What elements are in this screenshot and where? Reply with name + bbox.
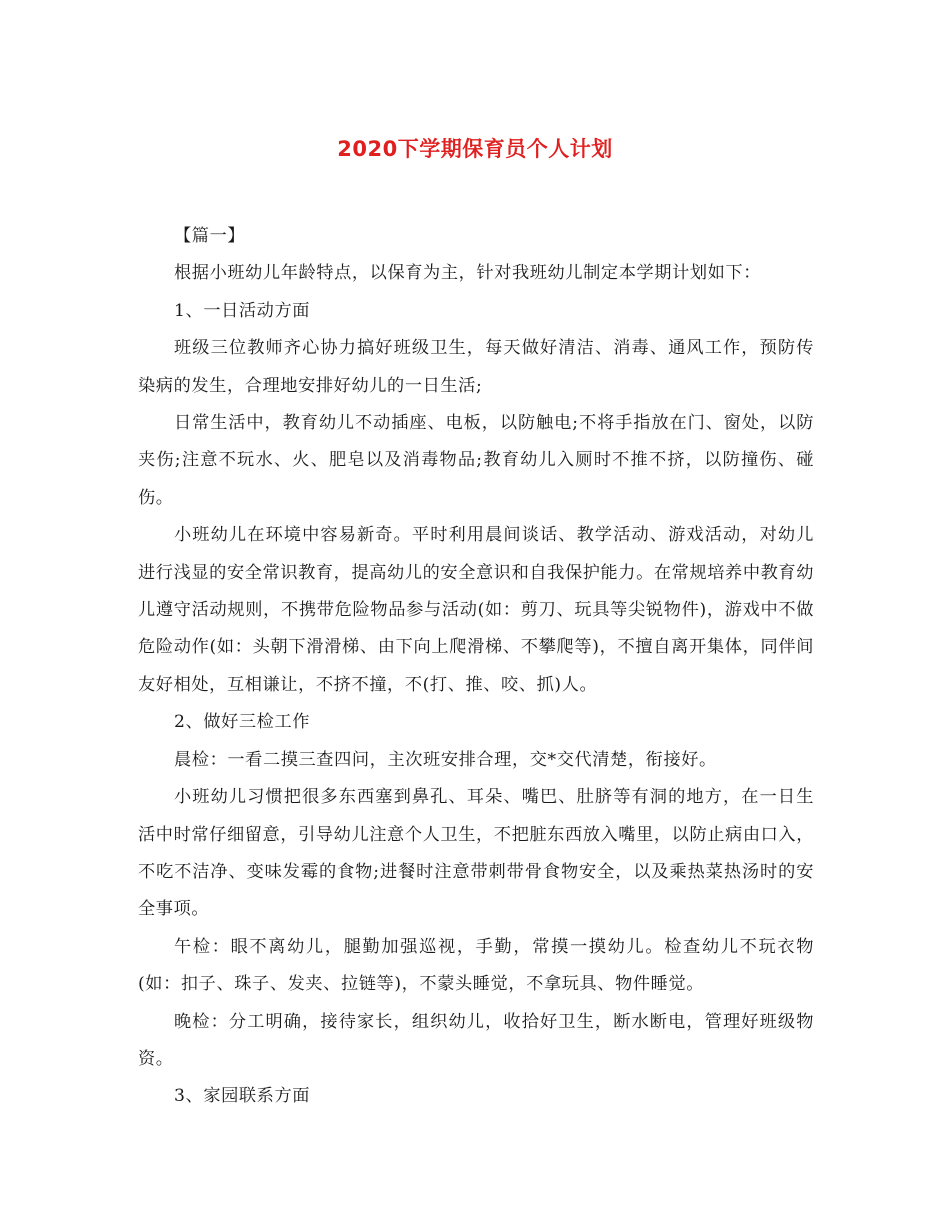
paragraph: 晚检：分工明确，接待家长，组织幼儿，收拾好卫生，断水断电，管理好班级物资。 xyxy=(138,1011,814,1069)
paragraph: 午检：眼不离幼儿，腿勤加强巡视，手勤，常摸一摸幼儿。检查幼儿不玩衣物(如：扣子、珠子、发夹、拉链等)，不蒙头睡觉，不拿玩具、物件睡觉。 xyxy=(138,936,814,995)
paragraph: 晨检：一看二摸三查四问，主次班安排合理，交*交代清楚，衔接好。 xyxy=(174,749,717,770)
section-heading: 3、家园联系方面 xyxy=(174,1086,311,1107)
paragraph: 日常生活中，教育幼儿不动插座、电板，以防触电;不将手指放在门、窗处，以防夹伤;注意不玩水、火、肥皂以及消毒物品;教育幼儿入厕时不推不挤，以防撞伤、碰伤。 xyxy=(138,413,814,508)
section-heading: 1、一日活动方面 xyxy=(174,300,311,321)
paragraph: 根据小班幼儿年龄特点，以保育为主，针对我班幼儿制定本学期计划如下： xyxy=(174,263,761,284)
paragraph: 小班幼儿习惯把很多东西塞到鼻孔、耳朵、嘴巴、肚脐等有洞的地方，在一日生活中时常仔细留意，引导幼儿注意个人卫生，不把脏东西放入嘴里，以防止病由口入，不吃不洁净、变味发霉的食物;进餐时注意带刺带骨食物安全，以及乘热菜热汤时的安全事项。 xyxy=(138,787,814,920)
paragraph: 小班幼儿在环境中容易新奇。平时利用晨间谈话、教学活动、游戏活动，对幼儿进行浅显的安全常识教育，提高幼儿的安全意识和自我保护能力。在常规培养中教育幼儿遵守活动规则，不携带危险物品参与活动(如：剪刀、玩具等尖锐物件)，游戏中不做危险动作(如：头朝下滑滑梯、由下向上爬滑梯、不攀爬等)，不擅自离开集体，同伴间友好相处，互相谦让，不挤不撞，不(打、推、咬、抓)人。 xyxy=(138,525,814,695)
document-body xyxy=(138,218,814,1116)
document-title: 2020下学期保育员个人计划 xyxy=(337,137,613,161)
section-heading: 2、做好三检工作 xyxy=(174,712,311,733)
paragraph: 班级三位教师齐心协力搞好班级卫生，每天做好清洁、消毒、通风工作，预防传染病的发生，合理地安排好幼儿的一日生活; xyxy=(138,338,814,396)
section-label: 【篇一】 xyxy=(174,226,246,246)
